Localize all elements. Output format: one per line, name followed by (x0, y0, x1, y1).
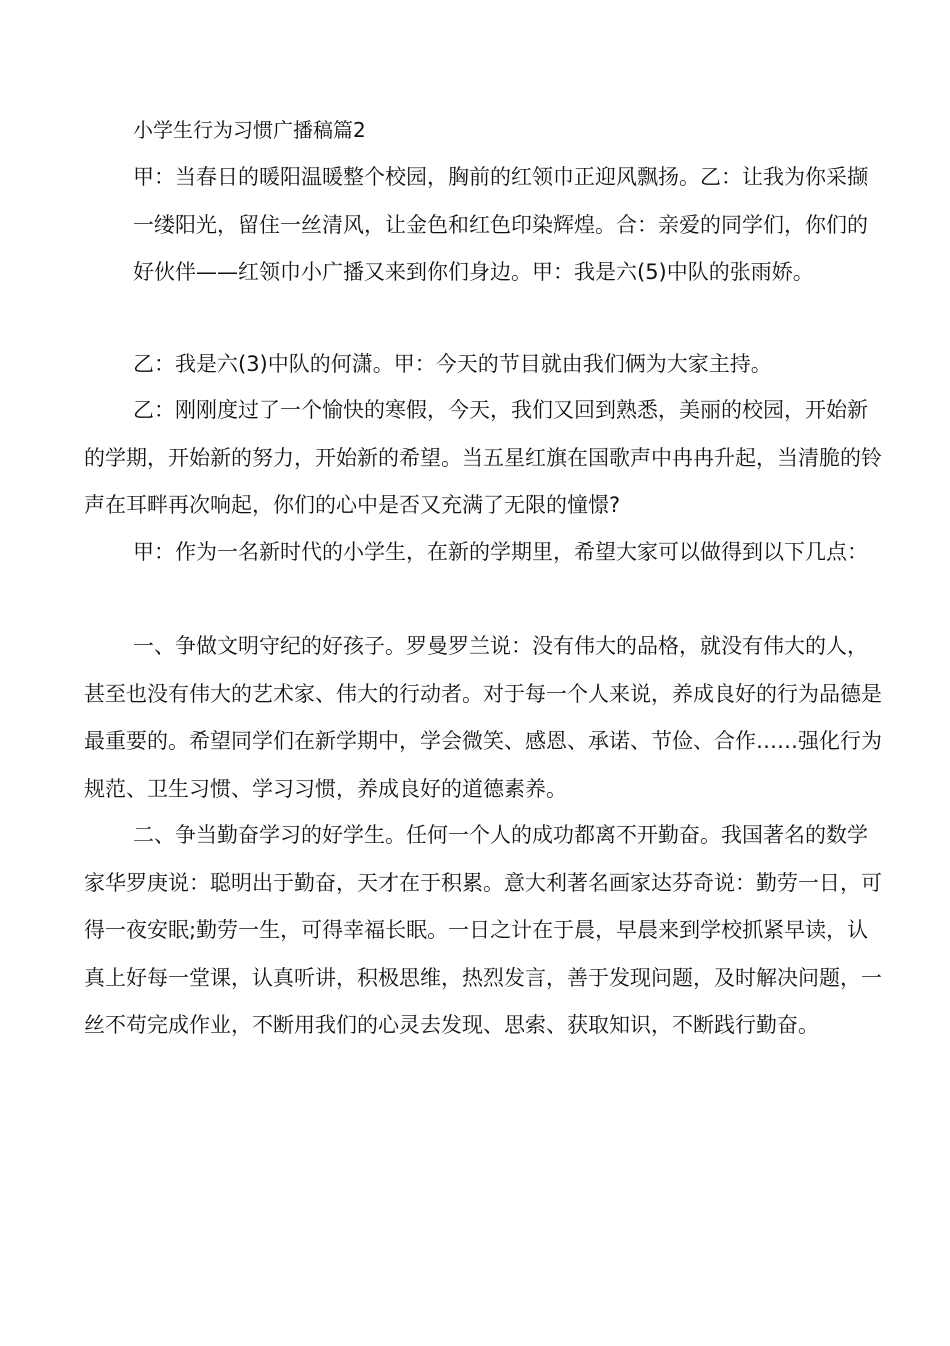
paragraph-expectations: 甲：作为一名新时代的小学生，在新的学期里，希望大家可以做得到以下几点： (133, 540, 868, 564)
document-title: 小学生行为习惯广播稿篇2 (133, 118, 366, 142)
paragraph-point-one: 一、争做文明守纪的好孩子。罗曼罗兰说：没有伟大的品格，就没有伟大的人，甚至也没有伟大的艺术家、伟大的行动者。对于每一个人来说，养成良好的行为品德是最重要的。希望同学们在新学期中，学会微笑、感恩、承诺、节俭、合作……强化行为规范、卫生习惯、学习习惯，养成良好的道德素养。 (84, 634, 882, 801)
paragraph-host-intro: 乙：我是六(3)中队的何潇。甲：今天的节目就由我们俩为大家主持。 (133, 352, 772, 376)
paragraph-opening: 甲：当春日的暖阳温暖整个校园，胸前的红领巾正迎风飘扬。乙：让我为你采撷一缕阳光，留住一丝清风，让金色和红色印染辉煌。合：亲爱的同学们，你们的好伙伴——红领巾小广播又来到你们身边。甲：我是六(5)中队的张雨娇。 (133, 165, 868, 284)
paragraph-new-semester: 乙：刚刚度过了一个愉快的寒假，今天，我们又回到熟悉，美丽的校园，开始新的学期，开始新的努力，开始新的希望。当五星红旗在国歌声中冉冉升起，当清脆的铃声在耳畔再次响起，你们的心中是否又充满了无限的憧憬? (84, 398, 882, 517)
paragraph-point-two: 二、争当勤奋学习的好学生。任何一个人的成功都离不开勤奋。我国著名的数学家华罗庚说：聪明出于勤奋，天才在于积累。意大利著名画家达芬奇说：勤劳一日，可得一夜安眠;勤劳一生，可得幸福长眠。一日之计在于晨，早晨来到学校抓紧早读，认真上好每一堂课，认真听讲，积极思维，热烈发言，善于发现问题，及时解决问题，一丝不苟完成作业，不断用我们的心灵去发现、思索、获取知识，不断践行勤奋。 (84, 823, 882, 1037)
